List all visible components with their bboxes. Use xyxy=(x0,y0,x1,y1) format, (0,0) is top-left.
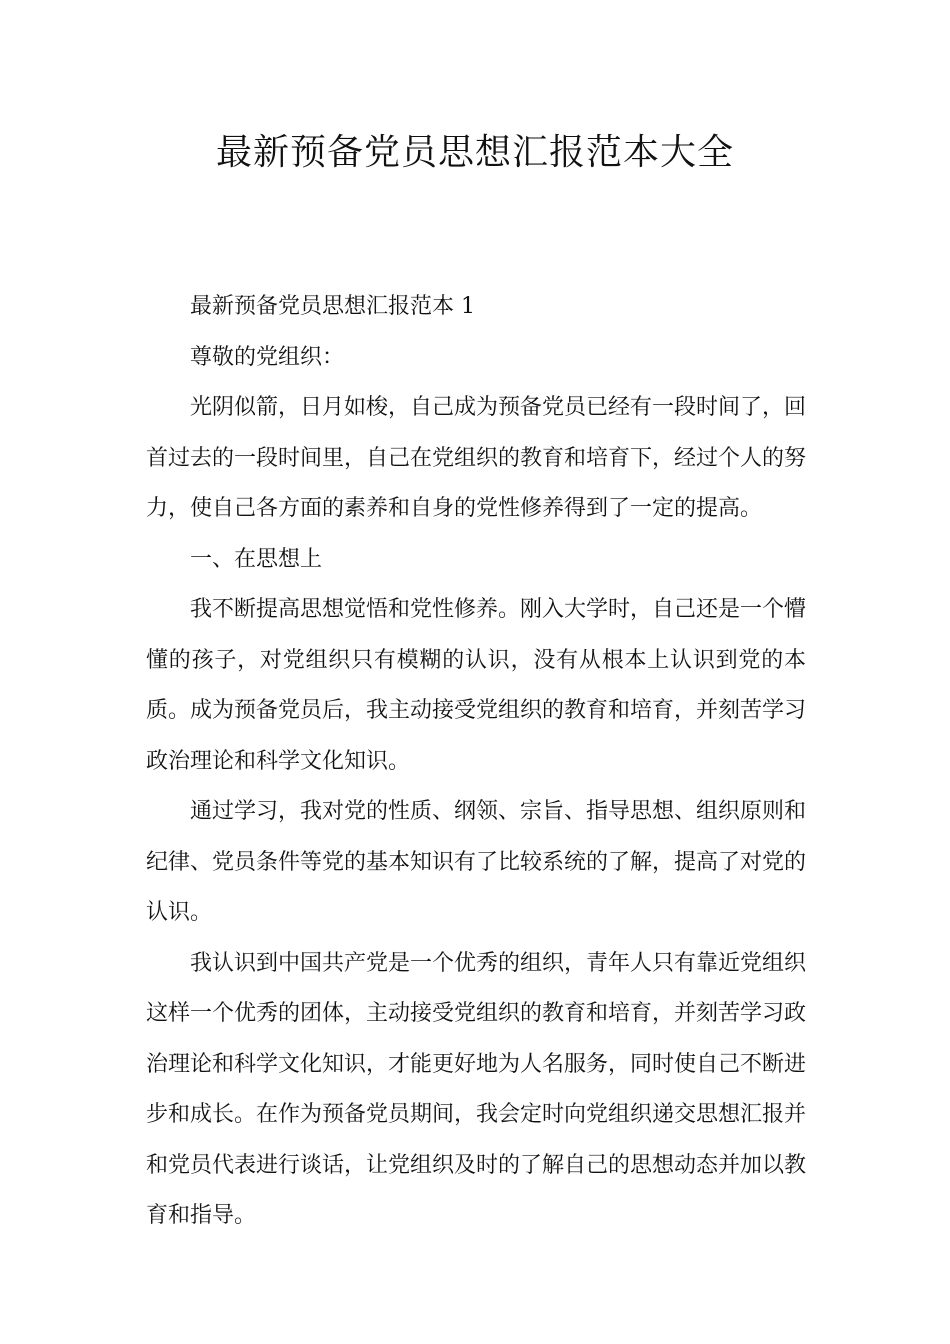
paragraph: 通过学习，我对党的性质、纲领、宗旨、指导思想、组织原则和纪律、党员条件等党的基本知识有了比较系统的了解，提高了对党的认识。 xyxy=(146,799,807,925)
document-body xyxy=(146,282,806,1242)
paragraph-salutation: 尊敬的党组织： xyxy=(190,344,345,370)
paragraph: 我不断提高思想觉悟和党性修养。刚入大学时，自己还是一个懵懂的孩子，对党组织只有模糊的认识，没有从根本上认识到党的本质。成为预备党员后，我主动接受党组织的教育和培育，并刻苦学习政治理论和科学文化知识。 xyxy=(146,597,807,774)
paragraph-heading: 最新预备党员思想汇报范本 1 xyxy=(190,294,475,319)
paragraph: 光阴似箭，日月如梭，自己成为预备党员已经有一段时间了，回首过去的一段时间里，自己在党组织的教育和培育下，经过个人的努力，使自己各方面的素养和自身的党性修养得到了一定的提高。 xyxy=(146,395,807,521)
paragraph: 我认识到中国共产党是一个优秀的组织，青年人只有靠近党组织这样一个优秀的团体，主动接受党组织的教育和培育，并刻苦学习政治理论和科学文化知识，才能更好地为人名服务，同时使自己不断进步和成长。在作为预备党员期间，我会定时向党组织递交思想汇报并和党员代表进行谈话，让党组织及时的了解自己的思想动态并加以教育和指导。 xyxy=(146,950,807,1228)
section-heading: 一、在思想上 xyxy=(190,546,323,572)
document-title: 最新预备党员思想汇报范本大全 xyxy=(215,132,734,173)
